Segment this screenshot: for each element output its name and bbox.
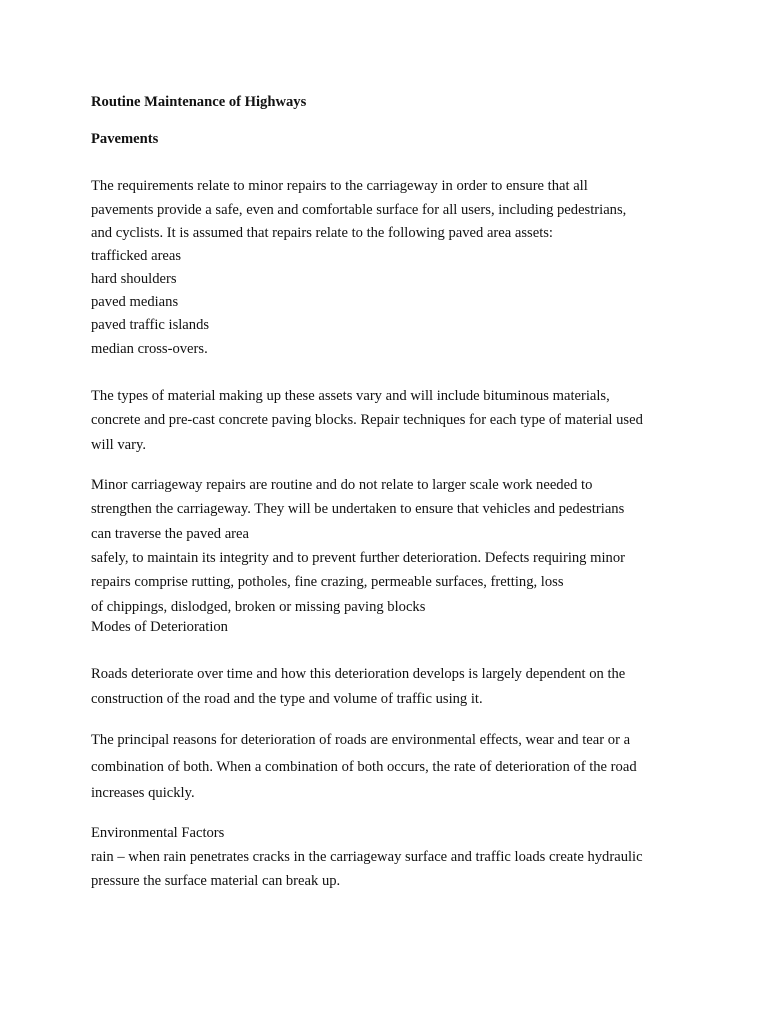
list-item: trafficked areas [91,248,182,264]
paragraph-line: pavements provide a safe, even and comfortable surface for all users, including pedestrians, [91,202,627,218]
paragraph-line: The principal reasons for deterioration of roads are environmental effects, wear and tear or a [91,732,631,748]
paragraph-line: can traverse the paved area [91,526,249,542]
subheading-environmental: Environmental Factors [91,825,225,841]
subheading-modes: Modes of Deterioration [91,619,228,635]
paragraph-line: will vary. [91,437,146,453]
paragraph-line: repairs comprise rutting, potholes, fine crazing, permeable surfaces, fretting, loss [91,574,564,590]
paragraph-line: The requirements relate to minor repairs to the carriageway in order to ensure that all [91,178,588,194]
paragraph-line: safely, to maintain its integrity and to prevent further deterioration. Defects requiring minor [91,550,625,566]
paragraph-line: increases quickly. [91,785,195,801]
paragraph-line: combination of both. When a combination of both occurs, the rate of deterioration of the road [91,759,637,775]
paragraph-line: and cyclists. It is assumed that repairs relate to the following paved area assets: [91,225,553,241]
list-item: paved traffic islands [91,317,210,333]
list-item: median cross-overs. [91,341,208,357]
paragraph-line: strengthen the carriageway. They will be undertaken to ensure that vehicles and pedestrians [91,501,625,517]
paragraph-line: construction of the road and the type and volume of traffic using it. [91,691,483,707]
paragraph-line: Roads deteriorate over time and how this deterioration develops is largely dependent on the [91,666,626,682]
list-item: hard shoulders [91,271,177,287]
paragraph-line: rain – when rain penetrates cracks in the carriageway surface and traffic loads create hydraulic [91,849,643,865]
paragraph-line: concrete and pre-cast concrete paving blocks. Repair techniques for each type of material used [91,412,643,428]
section-heading: Pavements [91,131,159,147]
document-title: Routine Maintenance of Highways [91,94,307,110]
paragraph-line: pressure the surface material can break up. [91,873,341,889]
paragraph-line: of chippings, dislodged, broken or missing paving blocks [91,599,426,615]
paragraph-line: The types of material making up these assets vary and will include bituminous materials, [91,388,610,404]
paragraph-line: Minor carriageway repairs are routine and do not relate to larger scale work needed to [91,477,593,493]
list-item: paved medians [91,294,179,310]
